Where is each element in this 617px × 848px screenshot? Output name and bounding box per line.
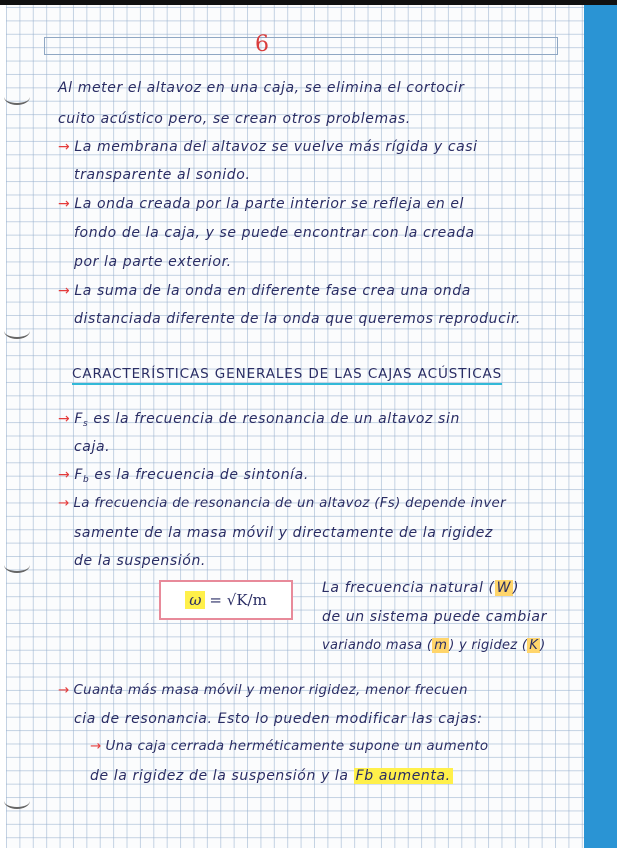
page-edge-bar [584, 5, 617, 848]
binder-hole [4, 89, 30, 105]
text-line: por la parte exterior. [74, 254, 232, 270]
binder-hole [4, 557, 30, 573]
arrow-icon: → [58, 496, 70, 511]
text-line: → Una caja cerrada herméticamente supone un aumento [90, 739, 489, 754]
text-line: cia de resonancia. Esto lo pueden modificar las cajas: [74, 711, 483, 727]
text-line: → La membrana del altavoz se vuelve más rígida y casi [58, 139, 478, 155]
text-line: samente de la masa móvil y directamente de la rigidez [74, 525, 493, 541]
formula-expression: = √K/m [209, 591, 267, 609]
text-line: → $F_s$ es la frecuencia de resonancia de un altavoz sin [58, 411, 460, 429]
binder-hole [4, 323, 30, 339]
omega-symbol: ω [185, 591, 205, 609]
text-line: caja. [74, 439, 111, 455]
text-line: de la suspensión. [74, 553, 206, 569]
text-line: Al meter el altavoz en una caja, se elimina el cortocir [58, 80, 465, 96]
text-line: transparente al sonido. [74, 167, 251, 183]
text-line: → La onda creada por la parte interior se refleja en el [58, 196, 465, 212]
text-line: distanciada diferente de la onda que queremos reproducir. [74, 311, 521, 327]
arrow-icon: → [58, 283, 71, 299]
arrow-icon: → [90, 739, 102, 754]
arrow-icon: → [58, 411, 71, 427]
arrow-icon: → [58, 196, 71, 212]
formula-note-line: variando masa ( m ) y rigidez ( K ) [322, 638, 546, 653]
section-heading: CARACTERÍSTICAS GENERALES DE LAS CAJAS ACÚSTICAS [72, 366, 502, 385]
text-line: → Cuanta más masa móvil y menor rigidez, menor frecuen [58, 683, 468, 698]
text-line: → La suma de la onda en diferente fase crea una onda [58, 283, 471, 299]
page-number: 6 [255, 32, 269, 57]
binder-hole [4, 793, 30, 809]
arrow-icon: → [58, 139, 71, 155]
arrow-icon: → [58, 683, 70, 698]
text-line: fondo de la caja, y se puede encontrar con la creada [74, 225, 475, 241]
arrow-icon: → [58, 467, 71, 483]
page-header-box [44, 37, 558, 55]
text-line: cuito acústico pero, se crean otros problemas. [58, 111, 411, 127]
text-line: de la rigidez de la suspensión y la Fb aumenta. [90, 768, 451, 784]
formula-note-line: de un sistema puede cambiar [322, 609, 547, 625]
formula-note-line: La frecuencia natural ( W ) [322, 580, 520, 596]
formula-box [159, 580, 293, 620]
text-line: → $F_b$ es la frecuencia de sintonía. [58, 467, 309, 485]
text-line: → La frecuencia de resonancia de un altavoz (Fs) depende inver [58, 496, 506, 511]
